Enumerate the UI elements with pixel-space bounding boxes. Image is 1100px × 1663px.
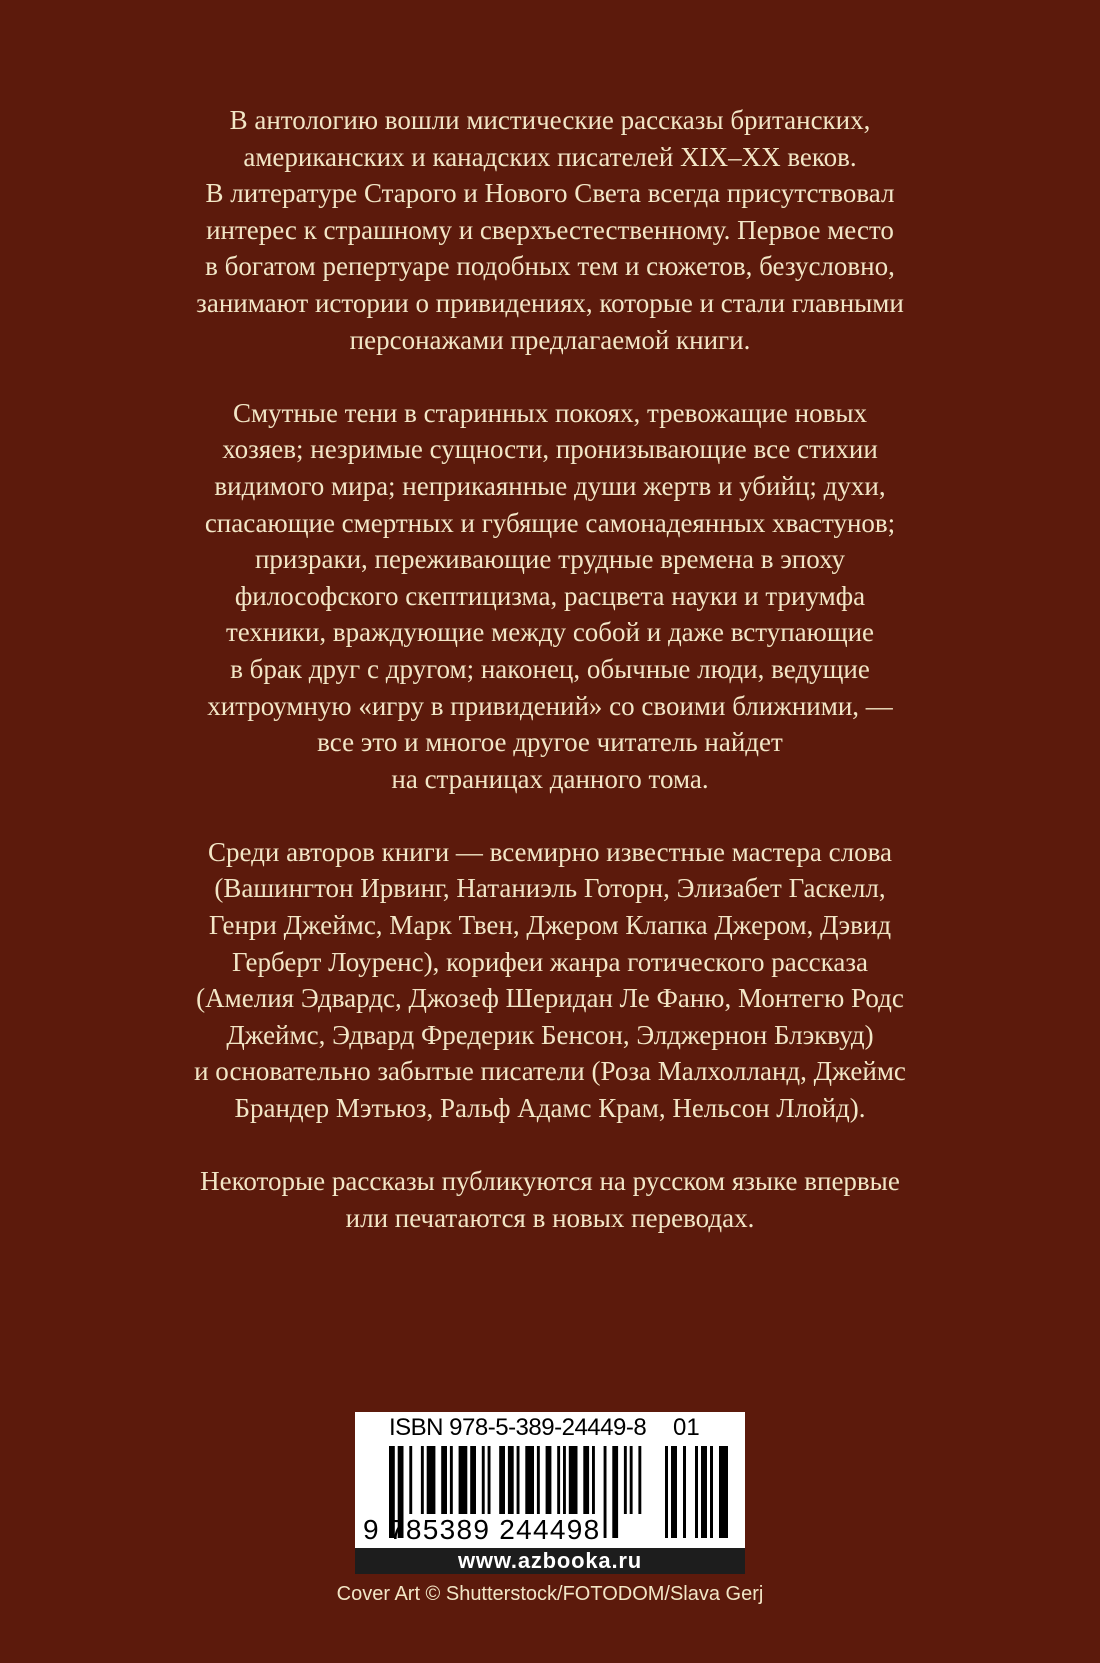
text-line: хозяев; незримые сущности, пронизывающие все стихии xyxy=(222,434,878,465)
text-line: хитроумную «игру в привидений» со своими ближними, — xyxy=(207,690,893,721)
text-line: Генри Джеймс, Марк Твен, Джером Клапка Джером, Дэвид xyxy=(208,910,892,941)
text-line: Брандер Мэтьюз, Ральф Адамс Крам, Нельсон Ллойд). xyxy=(234,1093,866,1124)
text-line: (Вашингтон Ирвинг, Натаниэль Готорн, Элизабет Гаскелл, xyxy=(214,873,886,904)
text-line: персонажами предлагаемой книги. xyxy=(349,324,751,355)
description-text xyxy=(130,102,970,1273)
text-line: интерес к страшному и сверхъестественному. Первое место xyxy=(206,214,894,245)
ean-digits: 9 785389 244498 xyxy=(363,1514,601,1545)
text-line: Среди авторов книги — всемирно известные мастера слова xyxy=(208,836,892,867)
text-line: призраки, переживающие трудные времена в эпоху xyxy=(254,544,846,575)
isbn-label: ISBN 978-5-389-24449-8 xyxy=(389,1414,647,1441)
text-line: занимают истории о привидениях, которые и стали главными xyxy=(196,287,904,318)
cover-art-credit: Cover Art © Shutterstock/FOTODOM/Slava Gerj xyxy=(336,1583,764,1605)
text-line: или печатаются в новых переводах. xyxy=(345,1202,755,1233)
text-line: Джеймс, Эдвард Фредерик Бенсон, Элджернон Блэквуд) xyxy=(226,1019,874,1050)
paragraph-2 xyxy=(130,395,970,798)
paragraph-3 xyxy=(130,834,970,1127)
text-line: американских и канадских писателей XIX–XX веков. xyxy=(243,141,857,172)
text-line: философского скептицизма, расцвета науки и триумфа xyxy=(234,580,866,611)
text-line: В литературе Старого и Нового Света всегда присутствовал xyxy=(205,178,895,209)
publisher-url: www.azbooka.ru xyxy=(355,1548,745,1574)
barcode-addon-number: 01 xyxy=(673,1414,700,1441)
text-line: и основательно забытые писатели (Роза Малхолланд, Джеймс xyxy=(194,1056,906,1087)
text-line: в богатом репертуаре подобных тем и сюжетов, безусловно, xyxy=(205,251,895,282)
text-line: все это и многое другое читатель найдет xyxy=(317,727,783,758)
text-line: Некоторые рассказы публикуются на русском языке впервые xyxy=(200,1166,900,1197)
isbn-barcode xyxy=(355,1412,745,1574)
paragraph-4 xyxy=(130,1163,970,1236)
text-line: на страницах данного тома. xyxy=(391,763,709,794)
text-line: в брак друг с другом; наконец, обычные люди, ведущие xyxy=(230,653,870,684)
text-line: видимого мира; неприкаянные души жертв и убийц; духи, xyxy=(214,470,886,501)
text-line: спасающие смертных и губящие самонадеянных хвастунов; xyxy=(204,507,896,538)
text-line: Герберт Лоуренс), корифеи жанра готического рассказа xyxy=(231,946,869,977)
paragraph-1 xyxy=(130,102,970,358)
text-line: Смутные тени в старинных покоях, тревожащие новых xyxy=(232,397,868,428)
text-line: техники, враждующие между собой и даже вступающие xyxy=(225,617,875,648)
text-line: (Амелия Эдвардс, Джозеф Шеридан Ле Фаню, Монтегю Родс xyxy=(196,983,904,1014)
text-line: В антологию вошли мистические рассказы британских, xyxy=(229,105,871,135)
